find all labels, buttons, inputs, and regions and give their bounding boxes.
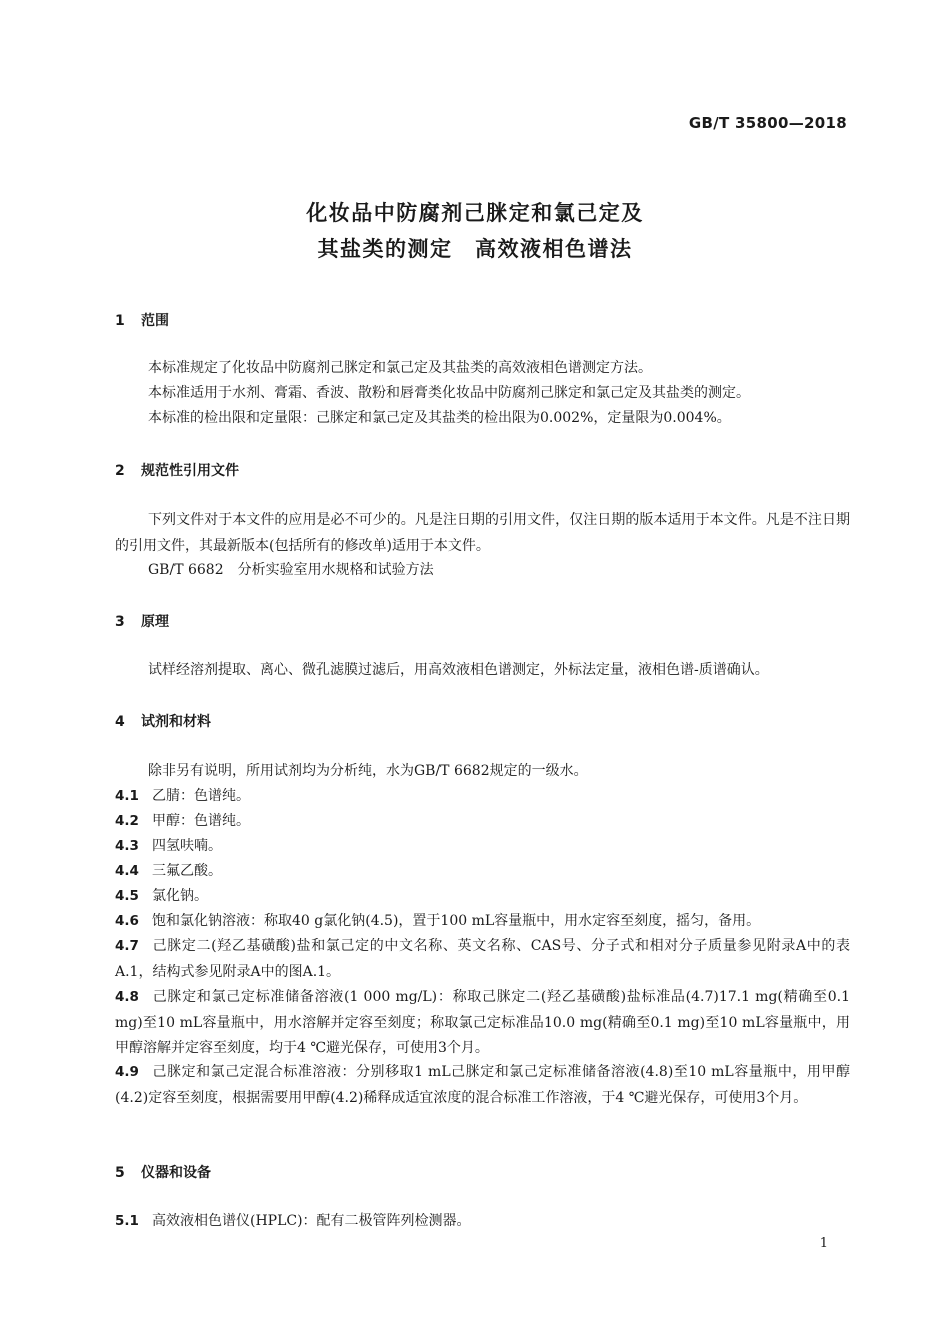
list-item: 4.2 甲醇：色谱纯。 bbox=[115, 813, 250, 829]
list-item: 4.7 己脒定二(羟乙基磺酸)盐和氯己定的中文名称、英文名称、CAS号、分子式和相对分子质量参见附录A中的表A.1，结构式参见附录A中的图A.1。 bbox=[115, 938, 850, 980]
title-line-2: 其盐类的测定 高效液相色谱法 bbox=[317, 237, 633, 261]
list-item: 4.5 氯化钠。 bbox=[115, 888, 208, 904]
section-5-heading: 5 仪器和设备 bbox=[115, 1165, 211, 1181]
section-3-heading: 3 原理 bbox=[115, 614, 169, 630]
section-2-heading: 2 规范性引用文件 bbox=[115, 463, 239, 479]
paragraph: 本标准适用于水剂、膏霜、香波、散粉和唇膏类化妆品中防腐剂己脒定和氯己定及其盐类的测定。 bbox=[148, 385, 750, 401]
paragraph: 试样经溶剂提取、离心、微孔滤膜过滤后，用高效液相色谱测定，外标法定量，液相色谱-质谱确认。 bbox=[148, 662, 769, 678]
normative-reference: GB/T 6682 分析实验室用水规格和试验方法 bbox=[148, 562, 434, 578]
section-4-heading: 4 试剂和材料 bbox=[115, 714, 211, 730]
paragraph: 除非另有说明，所用试剂均为分析纯，水为GB/T 6682规定的一级水。 bbox=[148, 763, 588, 779]
section-1-heading: 1 范围 bbox=[115, 313, 169, 329]
paragraph: 本标准规定了化妆品中防腐剂己脒定和氯己定及其盐类的高效液相色谱测定方法。 bbox=[148, 360, 652, 376]
list-item: 4.1 乙腈：色谱纯。 bbox=[115, 788, 250, 804]
document-title bbox=[0, 195, 950, 267]
list-item: 4.8 己脒定和氯己定标准储备溶液(1 000 mg/L)：称取己脒定二(羟乙基磺酸)盐标准品(4.7)17.1 mg(精确至0.1 mg)至10 mL容量瓶中，用水溶解并定容至刻度；称取氯己定标准品10.0 mg(精确至0.1 mg)至10 mL容量瓶中，用甲醇溶解并定容至刻度，均于4 ℃避光保存，可使用3个月。 bbox=[115, 989, 850, 1056]
list-item: 4.6 饱和氯化钠溶液：称取40 g氯化钠(4.5)，置于100 mL容量瓶中，用水定容至刻度，摇匀，备用。 bbox=[115, 913, 761, 929]
list-item: 5.1 高效液相色谱仪(HPLC)：配有二极管阵列检测器。 bbox=[115, 1213, 471, 1229]
page-number: 1 bbox=[819, 1236, 828, 1251]
paragraph: 本标准的检出限和定量限：己脒定和氯己定及其盐类的检出限为0.002%，定量限为0.004%。 bbox=[148, 410, 731, 426]
list-item: 4.3 四氢呋喃。 bbox=[115, 838, 222, 854]
list-item: 4.4 三氟乙酸。 bbox=[115, 863, 222, 879]
standard-code: GB/T 35800—2018 bbox=[688, 114, 847, 132]
list-item: 4.9 己脒定和氯己定混合标准溶液：分别移取1 mL己脒定和氯己定标准储备溶液(4.8)至10 mL容量瓶中，用甲醇(4.2)定容至刻度，根据需要用甲醇(4.2)稀释成适宜浓度的混合标准工作溶液，于4 ℃避光保存，可使用3个月。 bbox=[115, 1064, 850, 1106]
title-line-1: 化妆品中防腐剂己脒定和氯己定及 bbox=[306, 201, 644, 225]
paragraph: 下列文件对于本文件的应用是必不可少的。凡是注日期的引用文件，仅注日期的版本适用于本文件。凡是不注日期的引用文件，其最新版本(包括所有的修改单)适用于本文件。 bbox=[115, 512, 850, 554]
